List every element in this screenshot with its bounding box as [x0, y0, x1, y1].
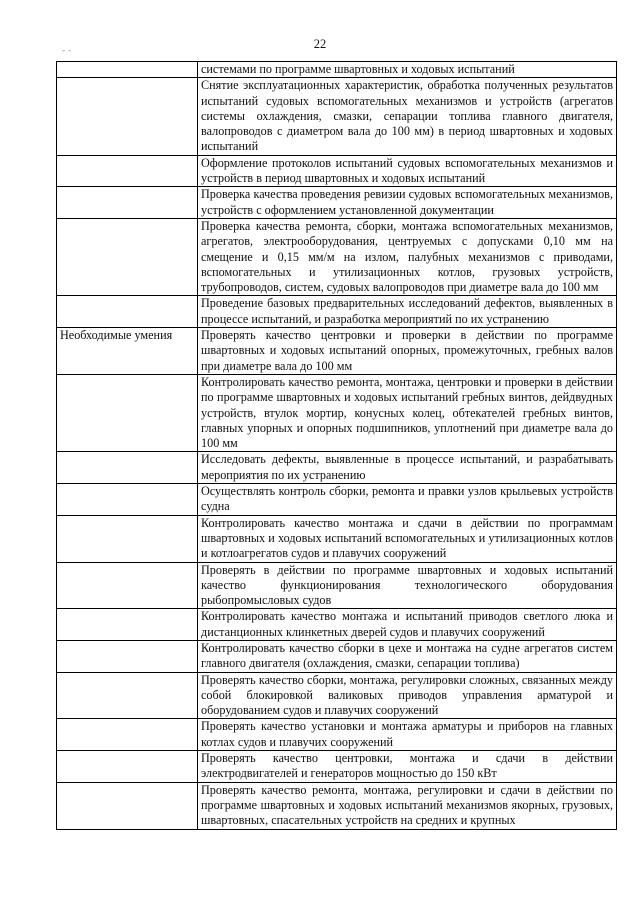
margin-mark: - - — [62, 46, 72, 56]
table-row — [57, 452, 617, 484]
requirements-table — [56, 61, 617, 830]
row-label-cell — [57, 187, 198, 219]
row-text-cell: Контролировать качество сборки в цехе и монтажа на судне агрегатов систем главного двигателя (охлаждения, смазки, сепарации топлива) — [198, 640, 617, 672]
row-text-cell: Снятие эксплуатационных характеристик, обработка полученных результатов испытаний судовых вспомогательных механизмов и устройств (агрегатов системы охлаждения, смазки, сепарации топлива главного двигателя, валопроводов с диаметром вала до 100 мм) в период швартовных и ходовых испытаний — [198, 78, 617, 155]
table-row — [57, 515, 617, 562]
row-text-cell: Проверять качество центровки, монтажа и сдачи в действии электродвигателей и генераторов мощностью до 150 кВт — [198, 751, 617, 783]
table-row — [57, 782, 617, 829]
table-row — [57, 562, 617, 609]
row-label-cell — [57, 296, 198, 328]
row-label-cell — [57, 609, 198, 641]
table-row — [57, 187, 617, 219]
table-row — [57, 328, 617, 375]
table-row — [57, 609, 617, 641]
row-text-cell: Проверять качество ремонта, монтажа, регулировки и сдачи в действии по программе швартовных и ходовых испытаний механизмов якорных, грузовых, швартовных, спасательных устройств на средних и крупных — [198, 782, 617, 829]
row-text-cell: Проверка качества проведения ревизии судовых вспомогательных механизмов, устройств с оформлением установленной документации — [198, 187, 617, 219]
row-text-cell: Проверять качество сборки, монтажа, регулировки сложных, связанных между собой блокировкой валиковых приводов управления арматурой и оборудованием судов и плавучих сооружений — [198, 672, 617, 719]
table-row — [57, 78, 617, 155]
row-label-cell — [57, 515, 198, 562]
row-label-cell — [57, 719, 198, 751]
table-row — [57, 672, 617, 719]
table-row — [57, 640, 617, 672]
row-label-cell — [57, 374, 198, 451]
row-label-cell — [57, 78, 198, 155]
row-text-cell: Контролировать качество ремонта, монтажа, центровки и проверки в действии по программе швартовных и ходовых испытаний гребных винтов, дейдвудных устройств, втулок мортир, конусных колец, обтекателей гребных винтов, главных упорных и опорных подшипников, уплотнений при диаметре вала до 100 мм — [198, 374, 617, 451]
row-label-cell — [57, 452, 198, 484]
row-label-cell — [57, 484, 198, 516]
row-label-cell — [57, 751, 198, 783]
row-label-cell — [57, 62, 198, 78]
row-text-cell: системами по программе швартовных и ходовых испытаний — [198, 62, 617, 78]
row-label-cell — [57, 640, 198, 672]
row-label-cell — [57, 562, 198, 609]
table-row — [57, 296, 617, 328]
row-text-cell: Осуществлять контроль сборки, ремонта и правки узлов крыльевых устройств судна — [198, 484, 617, 516]
table-row — [57, 218, 617, 295]
row-text-cell: Проверка качества ремонта, сборки, монтажа вспомогательных механизмов, агрегатов, электрооборудования, центруемых с допусками 0,10 мм на смещение и 0,15 мм/м на излом, палубных механизмов с приводами, вспомогательных и утилизационных котлов, грузовых устройств, трубопроводов, систем, судовых валопроводов при диаметре вала до 100 мм — [198, 218, 617, 295]
row-text-cell: Исследовать дефекты, выявленные в процессе испытаний, и разрабатывать мероприятия по их устранению — [198, 452, 617, 484]
row-label-cell: Необходимые умения — [57, 328, 198, 375]
row-text-cell: Проверять в действии по программе швартовных и ходовых испытаний качество функционирования технологического оборудования рыбопромысловых судов — [198, 562, 617, 609]
row-label-cell — [57, 218, 198, 295]
row-text-cell: Проверять качество установки и монтажа арматуры и приборов на главных котлах судов и плавучих сооружений — [198, 719, 617, 751]
row-text-cell: Проверять качество центровки и проверки в действии по программе швартовных и ходовых испытаний опорных, промежуточных, гребных валов при диаметре вала до 100 мм — [198, 328, 617, 375]
table-row — [57, 62, 617, 78]
row-text-cell: Проведение базовых предварительных исследований дефектов, выявленных в процессе испытаний, и разработка мероприятий по их устранению — [198, 296, 617, 328]
table-row — [57, 751, 617, 783]
row-text-cell: Оформление протоколов испытаний судовых вспомогательных механизмов и устройств в период швартовных и ходовых испытаний — [198, 155, 617, 187]
row-label-cell — [57, 155, 198, 187]
table-row — [57, 374, 617, 451]
page-number: 22 — [313, 37, 327, 51]
table-row — [57, 484, 617, 516]
table-body — [57, 62, 617, 830]
table-row — [57, 155, 617, 187]
row-text-cell: Контролировать качество монтажа и испытаний приводов светлого люка и дистанционных клинкетных дверей судов и плавучих сооружений — [198, 609, 617, 641]
row-label-cell — [57, 782, 198, 829]
table-row — [57, 719, 617, 751]
row-label-cell — [57, 672, 198, 719]
row-text-cell: Контролировать качество монтажа и сдачи в действии по программам швартовных и ходовых испытаний вспомогательных и утилизационных котлов и котлоагрегатов судов и плавучих сооружений — [198, 515, 617, 562]
